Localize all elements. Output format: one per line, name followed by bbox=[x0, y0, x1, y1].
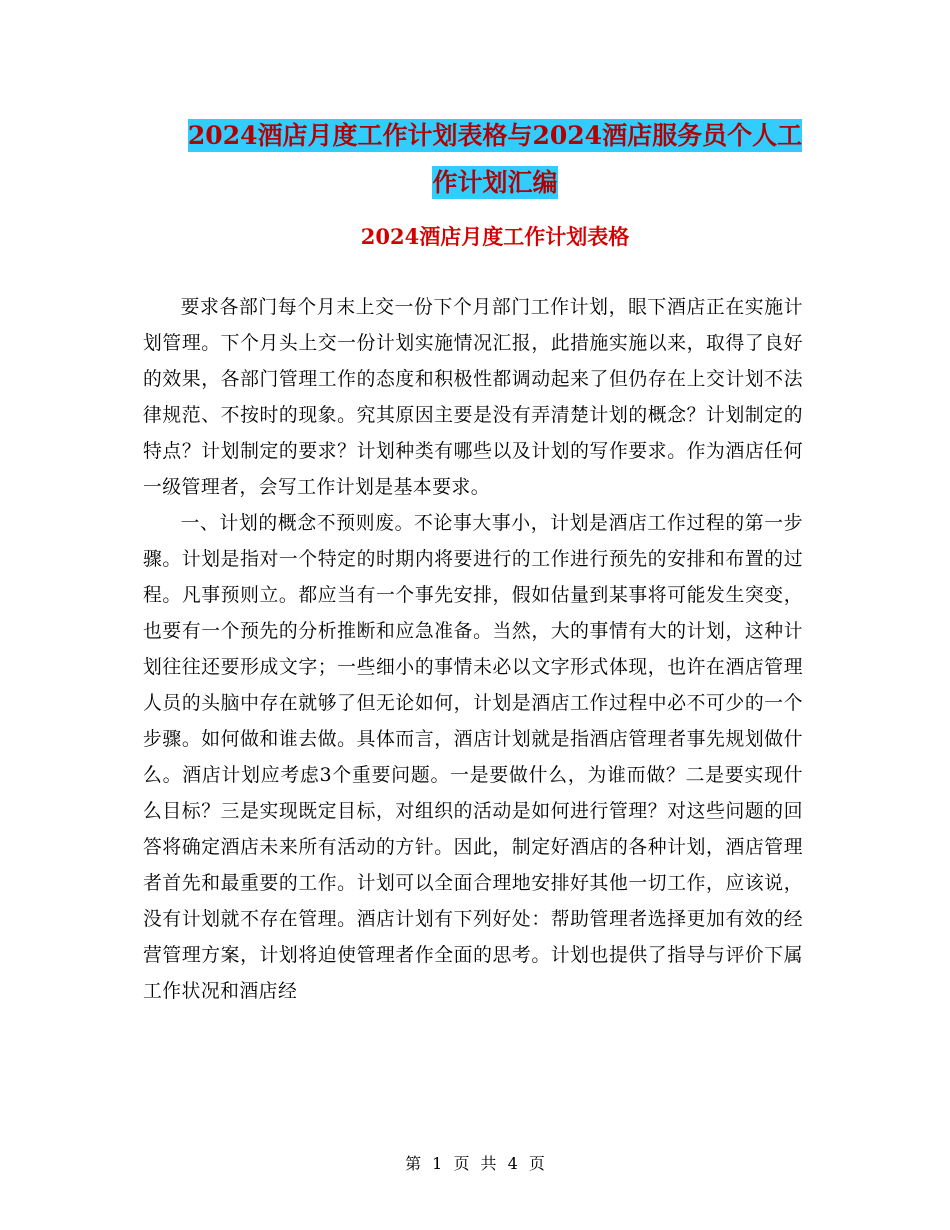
document-title-line-2: 作计划汇编 bbox=[432, 168, 558, 197]
paragraph-2: 一、计划的概念不预则废。不论事大事小，计划是酒店工作过程的第一步骤。计划是指对一个特定的时期内将要进行的工作进行预先的安排和布置的过程。凡事预则立。都应当有一个事先安排，假如估量到某事将可能发生突变，也要有一个预先的分析推断和应急准备。当然，大的事情有大的计划，这种计划往往还要形成文字；一些细小的事情未必以文字形式体现，也许在酒店管理人员的头脑中存在就够了但无论如何，计划是酒店工作过程中必不可少的一个步骤。如何做和谁去做。具体而言，酒店计划就是指酒店管理者事先规划做什么。酒店计划应考虑3个重要问题。一是要做什么，为谁而做？二是要实现什么目标？三是实现既定目标，对组织的活动是如何进行管理？对这些问题的回答将确定酒店未来所有活动的方针。因此，制定好酒店的各种计划，酒店管理者首先和最重要的工作。计划可以全面合理地安排好其他一切工作，应该说，没有计划就不存在管理。酒店计划有下列好处：帮助管理者选择更加有效的经营管理方案，计划将迫使管理者作全面的思考。计划也提供了指导与评价下属工作状况和酒店经 bbox=[143, 513, 803, 1002]
section-title: 2024酒店月度工作计划表格 bbox=[360, 224, 630, 249]
document-body bbox=[143, 290, 803, 1010]
document-title bbox=[140, 112, 850, 206]
page-footer: 第 1 页 共 4 页 bbox=[405, 1154, 545, 1173]
document-title-line-1: 2024酒店月度工作计划表格与2024酒店服务员个人工 bbox=[187, 121, 803, 150]
paragraph-1: 要求各部门每个月末上交一份下个月部门工作计划，眼下酒店正在实施计划管理。下个月头上交一份计划实施情况汇报，此措施实施以来，取得了良好的效果，各部门管理工作的态度和积极性都调动起来了但仍存在上交计划不法律规范、不按时的现象。究其原因主要是没有弄清楚计划的概念？计划制定的特点？计划制定的要求？计划种类有哪些以及计划的写作要求。作为酒店任何一级管理者，会写工作计划是基本要求。 bbox=[143, 297, 803, 498]
